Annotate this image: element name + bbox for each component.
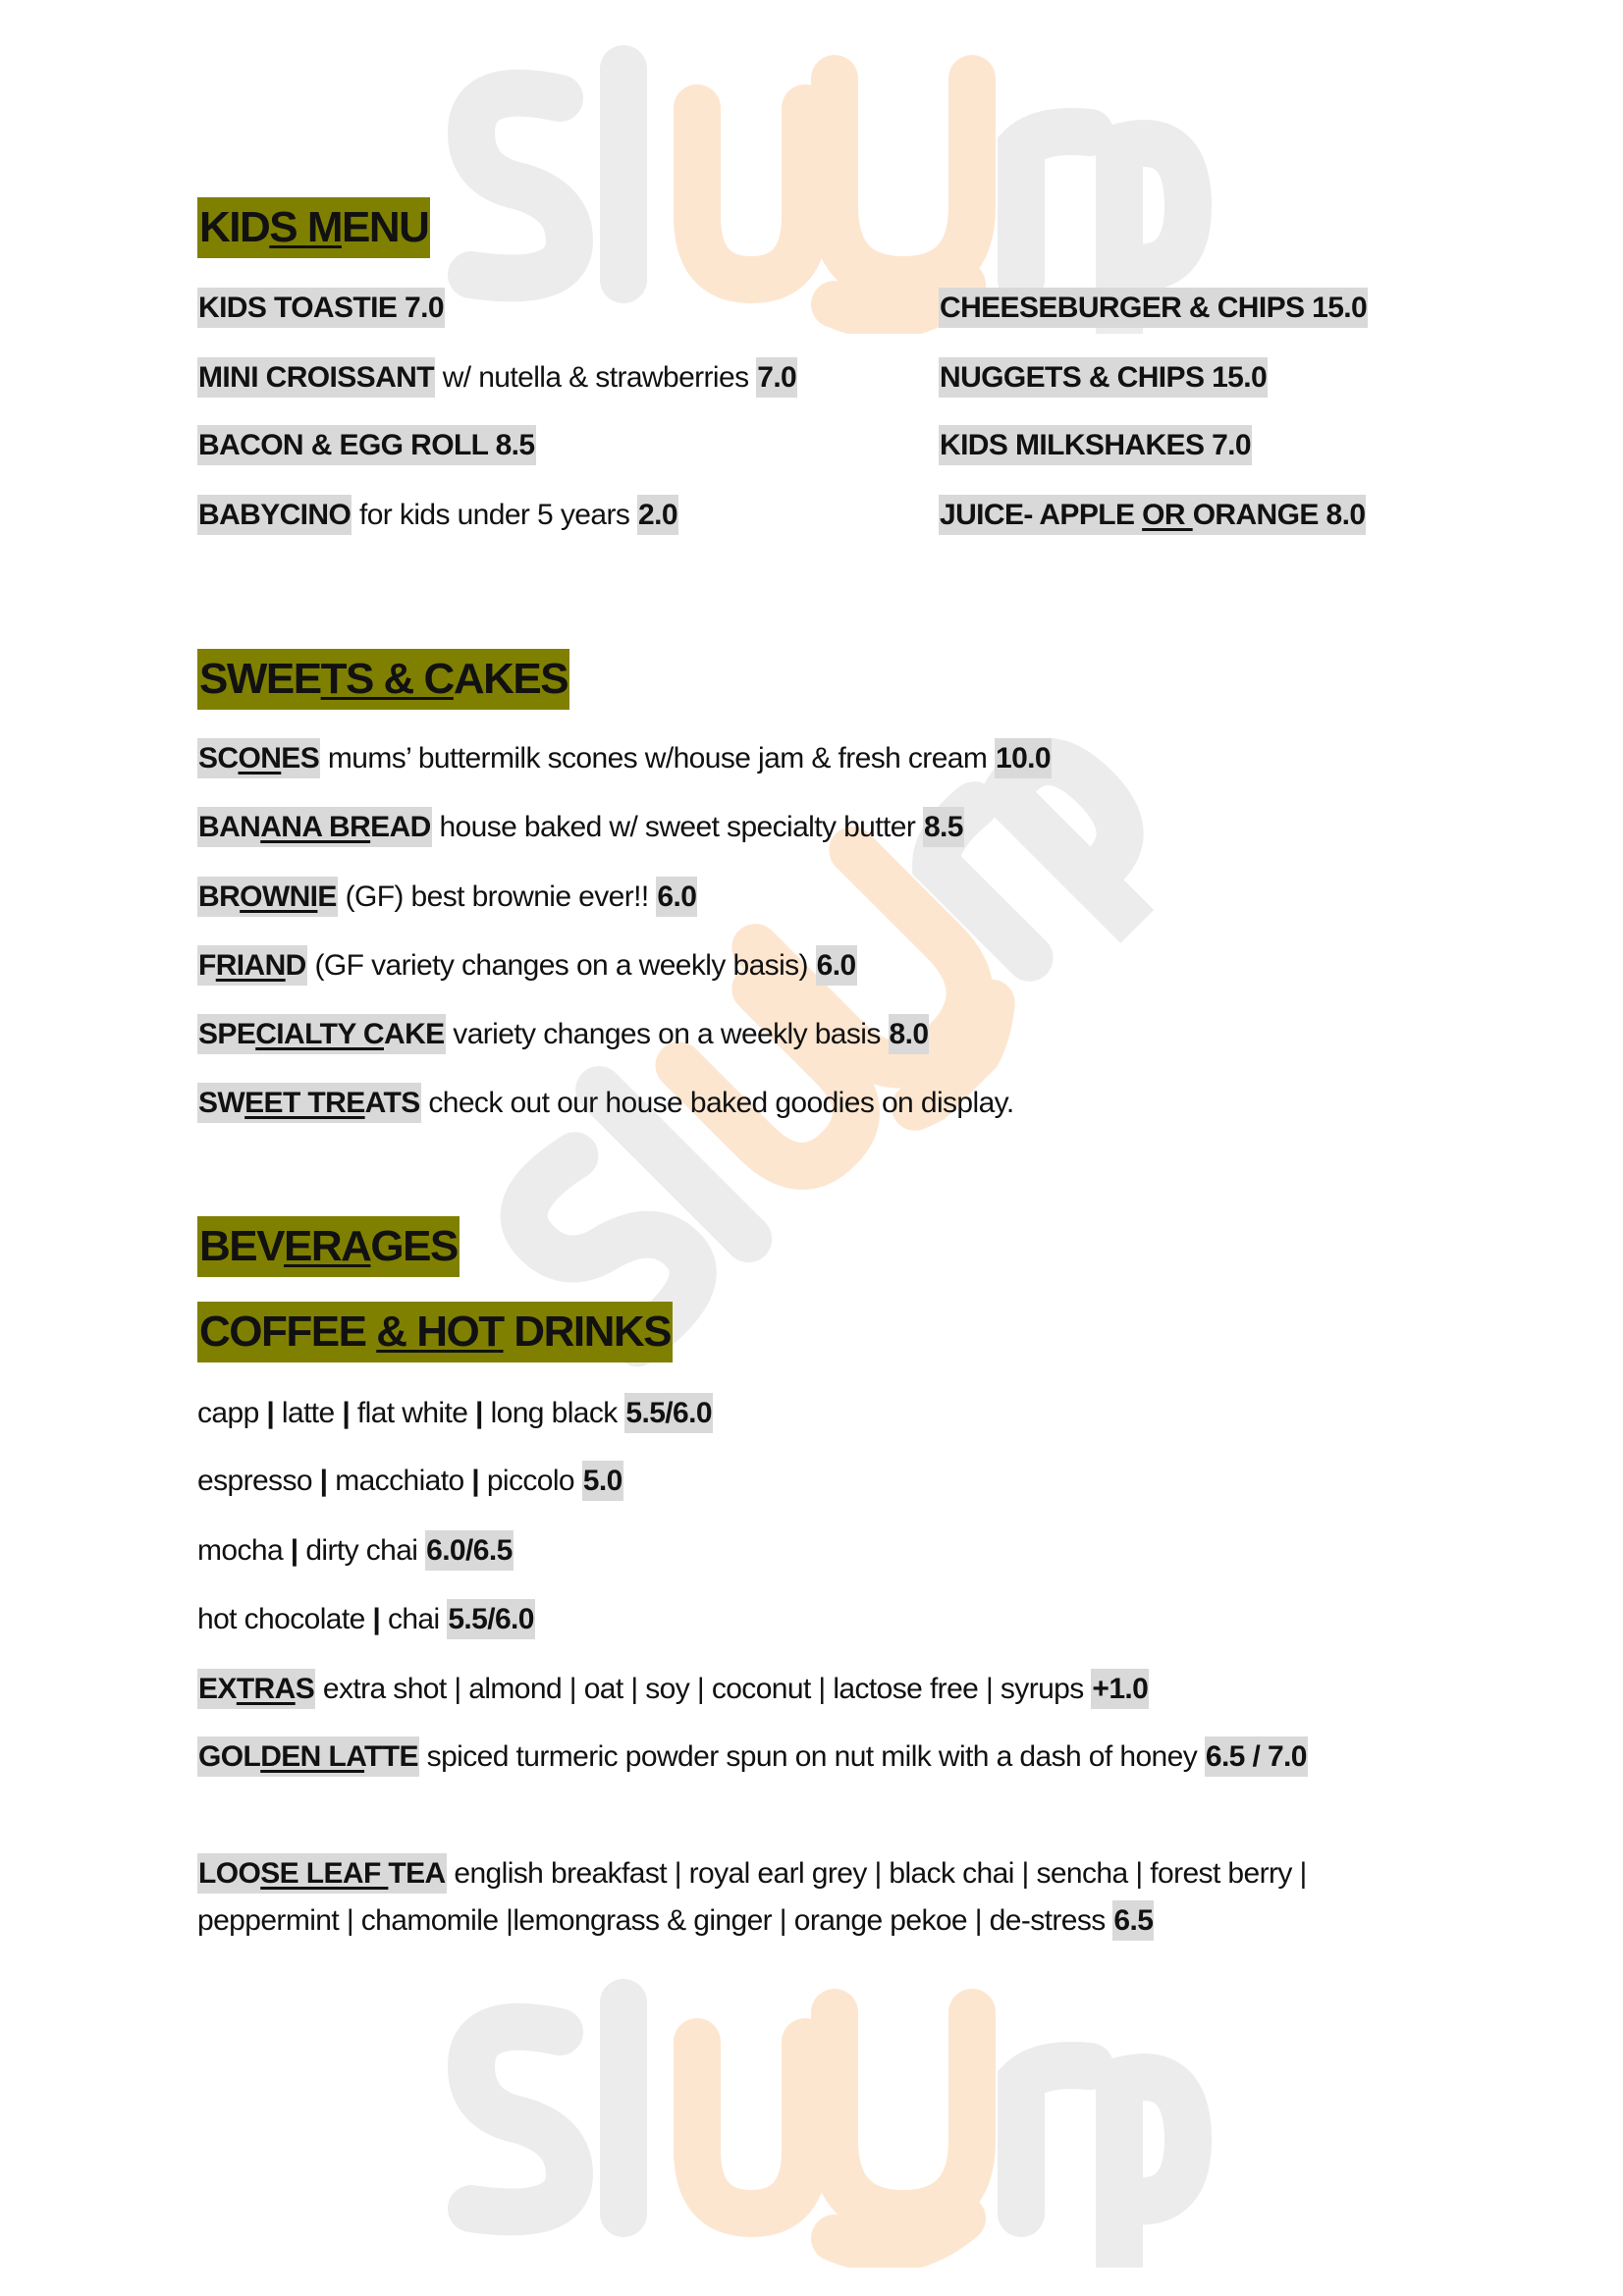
item-name-segment: D [285, 949, 306, 982]
item-price: 5.5/6.0 [624, 1393, 713, 1433]
item-price: 6.5 [1112, 1900, 1154, 1941]
item-name [197, 807, 432, 847]
separator: | [342, 1397, 351, 1429]
item-description: english breakfast | royal earl grey | black chai | sencha | forest berry | peppermint | chamomile |lemongrass & ginger | orange pekoe | de-stress [197, 1857, 1307, 1937]
item-price: +1.0 [1091, 1669, 1149, 1709]
section-heading-beverages-segment: GES [370, 1222, 458, 1270]
menu-item [197, 1014, 929, 1055]
item-name-segment: BR [198, 881, 241, 913]
section-heading-beverages [197, 1216, 460, 1277]
item-description: mocha | dirty chai [197, 1534, 418, 1567]
item-name-segment: BACON & EGG ROLL 8.5 [198, 429, 535, 461]
item-price: 8.5 [923, 807, 964, 847]
item-description: hot chocolate | chai [197, 1603, 440, 1635]
item-name-segment: KIDS MILKSHAKES 7.0 [940, 429, 1251, 461]
section-heading-kids-menu-segment: KID [199, 203, 270, 251]
item-name-segment: AKE [384, 1018, 445, 1050]
item-name-segment: LOO [198, 1857, 261, 1890]
item-description: espresso | macchiato | piccolo [197, 1465, 574, 1497]
item-name-segment: SE LEAF [260, 1857, 389, 1890]
item-price: 7.0 [756, 357, 797, 398]
item-name-segment: ANA BR [260, 811, 371, 843]
item-name-segment: CIALTY C [255, 1018, 384, 1050]
item-description: (GF variety changes on a weekly basis) [314, 949, 808, 982]
item-name [197, 357, 435, 398]
item-name-segment: DEN LA [260, 1740, 365, 1773]
item-name-segment: CHEESEBURGER & CHIPS 15.0 [940, 292, 1368, 324]
watermark-stroke [1021, 132, 1090, 280]
menu-item [197, 495, 678, 536]
item-name-segment: ON [238, 742, 282, 774]
item-name [939, 357, 1268, 398]
watermark-stroke [835, 2218, 962, 2249]
section-heading-sweets-cakes-segment: TS & C [320, 655, 454, 703]
item-name-segment: E [317, 881, 337, 913]
menu-item [939, 425, 1252, 466]
menu-item [197, 877, 697, 918]
item-name-segment: SC [198, 742, 239, 774]
item-name [197, 1853, 447, 1894]
item-name [197, 877, 338, 917]
section-heading-sweets-cakes-segment: AKES [453, 655, 568, 703]
item-name-segment: NUGGETS & CHIPS 15.0 [940, 361, 1268, 394]
section-subheading-coffee-hot-drinks-segment: DRINKS [503, 1308, 671, 1356]
section-heading-sweets-cakes-segment: SWEE [199, 655, 321, 703]
menu-item [197, 1669, 1149, 1710]
section-heading-kids-menu-segment: ENU [342, 203, 429, 251]
item-name-segment: ATS [364, 1087, 420, 1119]
menu-item [197, 1530, 514, 1572]
item-name [197, 1736, 419, 1777]
menu-item [197, 425, 536, 466]
item-name-segment: SW [198, 1087, 245, 1119]
item-name-segment: ORANGE 8.0 [1192, 499, 1366, 531]
separator: | [471, 1465, 480, 1497]
section-subheading-coffee-hot-drinks-segment: COFFEE [199, 1308, 377, 1356]
item-description: spiced turmeric powder spun on nut milk with a dash of honey [426, 1740, 1198, 1773]
item-name [197, 945, 307, 986]
item-name-segment: KIDS TOASTIE 7.0 [198, 292, 444, 324]
item-price: 10.0 [995, 738, 1052, 778]
item-description: w/ nutella & strawberries [442, 361, 749, 394]
section-heading-kids-menu-segment: S M [269, 203, 343, 251]
section-heading-sweets-cakes [197, 649, 569, 710]
item-name-segment: TTE [364, 1740, 418, 1773]
item-name-segment: MINI CROISSANT [198, 361, 434, 394]
item-name-segment: ES [281, 742, 320, 774]
item-name-segment: S [295, 1673, 315, 1705]
item-name-segment: BABYCINO [198, 499, 352, 531]
separator: | [319, 1465, 328, 1497]
item-price: 8.0 [889, 1014, 930, 1054]
watermark-logo-bottom [412, 1973, 1237, 2268]
item-description: variety changes on a weekly basis [453, 1018, 881, 1050]
item-name [197, 425, 536, 465]
item-name-segment: EX [198, 1673, 237, 1705]
watermark-stroke [835, 79, 972, 280]
item-name [197, 1014, 446, 1054]
menu-item [197, 1734, 1425, 1781]
menu-item [197, 1393, 713, 1434]
item-description: mums’ buttermilk scones w/house jam & fresh cream [327, 742, 988, 774]
watermark-stroke [1119, 2077, 1188, 2268]
item-name [197, 1083, 421, 1123]
item-name-segment: EAD [370, 811, 431, 843]
menu-item [197, 288, 445, 329]
menu-item [197, 357, 797, 399]
menu-item [939, 495, 1366, 536]
section-heading-beverages-segment: BEV [199, 1222, 284, 1270]
item-description: (GF) best brownie ever!! [345, 881, 649, 913]
watermark-stroke [835, 2012, 972, 2214]
menu-item [197, 1461, 623, 1502]
menu-item [197, 738, 1052, 779]
item-name [197, 738, 320, 778]
item-name [939, 288, 1368, 328]
separator: | [475, 1397, 483, 1429]
item-name [197, 288, 445, 328]
item-price: 6.0 [816, 945, 857, 986]
item-name-segment: OR [1142, 499, 1193, 531]
item-description: check out our house baked goodies on display. [428, 1087, 1014, 1119]
watermark-stroke [471, 93, 569, 279]
item-name [197, 495, 352, 535]
item-description: capp | latte | flat white | long black [197, 1397, 618, 1429]
section-heading-kids-menu [197, 197, 430, 258]
menu-item [197, 1083, 1014, 1124]
menu-item [197, 945, 857, 987]
item-name-segment: GOL [198, 1740, 261, 1773]
item-price: 2.0 [637, 495, 678, 535]
watermark-stroke [697, 2042, 805, 2214]
menu-item [197, 807, 964, 848]
item-name-segment: BAN [198, 811, 261, 843]
section-subheading-coffee-hot-drinks-segment: & HOT [376, 1308, 504, 1356]
section-heading-beverages-segment: ERA [283, 1222, 371, 1270]
item-name [939, 425, 1252, 465]
item-price: 6.0 [656, 877, 697, 917]
item-price: 5.5/6.0 [447, 1599, 535, 1639]
watermark-stroke [1021, 2065, 1090, 2214]
menu-item [939, 288, 1368, 329]
item-name-segment: EET TRE [244, 1087, 365, 1119]
item-name [939, 495, 1366, 535]
item-name [197, 1669, 315, 1709]
item-price: 6.5 / 7.0 [1205, 1736, 1308, 1777]
watermark-stroke [697, 108, 805, 280]
item-name-segment: F [198, 949, 216, 982]
item-price: 5.0 [582, 1461, 623, 1501]
item-name-segment: TRA [236, 1673, 296, 1705]
item-name-segment: JUICE- APPLE [940, 499, 1143, 531]
watermark-stroke [471, 2027, 569, 2213]
separator: | [290, 1534, 298, 1567]
menu-item [197, 1850, 1425, 1945]
item-description: house baked w/ sweet specialty butter [439, 811, 916, 843]
menu-item [197, 1599, 535, 1640]
separator: | [266, 1397, 275, 1429]
menu-item [939, 357, 1268, 399]
item-price: 6.0/6.5 [425, 1530, 514, 1571]
item-name-segment: RIAN [215, 949, 286, 982]
item-description: for kids under 5 years [358, 499, 630, 531]
item-name-segment: OWNI [240, 881, 318, 913]
item-description: extra shot | almond | oat | soy | coconut | lactose free | syrups [322, 1673, 1084, 1705]
item-name-segment: TEA [388, 1857, 446, 1890]
item-name-segment: SPE [198, 1018, 256, 1050]
separator: | [372, 1603, 381, 1635]
section-subheading-coffee-hot-drinks [197, 1302, 673, 1362]
